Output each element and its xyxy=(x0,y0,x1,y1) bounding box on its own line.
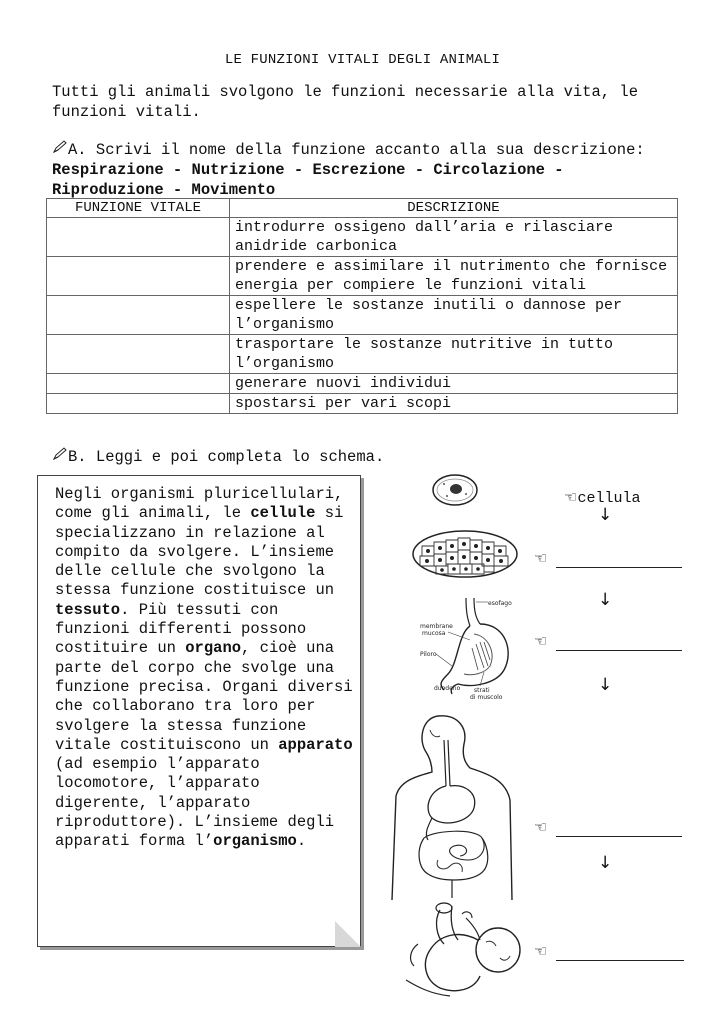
answer-cell[interactable] xyxy=(47,218,230,257)
table-row xyxy=(47,335,678,374)
baby-illustration xyxy=(400,900,526,1000)
label-muscolo: di muscolo xyxy=(470,694,503,701)
pointing-hand-icon: ☜ xyxy=(564,488,578,506)
label-piloro: Piloro xyxy=(420,651,437,658)
description-cell: spostarsi per vari scopi xyxy=(230,394,678,414)
pencil-icon xyxy=(52,447,68,466)
term-apparato: apparato xyxy=(278,735,353,754)
header-descrizione: DESCRIZIONE xyxy=(230,199,678,218)
pointing-hand-icon: ☜ xyxy=(534,818,548,836)
task-a xyxy=(52,140,672,200)
task-b xyxy=(52,447,384,466)
description-cell: introdurre ossigeno dall’aria e rilasciare anidride carbonica xyxy=(230,218,678,257)
term-cellule: cellule xyxy=(250,504,316,523)
schema-apparato-blank xyxy=(534,818,682,837)
down-arrow-icon: ↓ xyxy=(598,675,613,695)
pointing-hand-icon: ☜ xyxy=(534,942,548,960)
label-mucosa: mucosa xyxy=(422,630,446,637)
term-organo: organo xyxy=(185,639,242,658)
schema-tessuto-blank xyxy=(534,549,682,568)
term-tessuto: tessuto xyxy=(55,600,121,619)
task-a-terms: Respirazione - Nutrizione - Escrezione - Circolazione - Riproduzione - Movimento xyxy=(52,161,564,199)
label-membrane: membrane xyxy=(420,623,453,630)
info-note xyxy=(37,475,361,947)
cell-illustration xyxy=(430,472,480,508)
page-title: LE FUNZIONI VITALI DEGLI ANIMALI xyxy=(224,52,501,68)
label-duodeno: duodeno xyxy=(434,685,461,692)
table-row xyxy=(47,374,678,394)
task-b-text: B. Leggi e poi completa lo schema. xyxy=(68,448,385,466)
down-arrow-icon: ↓ xyxy=(598,590,613,610)
table-row xyxy=(47,257,678,296)
table-row xyxy=(47,218,678,257)
answer-blank[interactable] xyxy=(556,822,682,837)
answer-cell[interactable] xyxy=(47,374,230,394)
answer-cell[interactable] xyxy=(47,257,230,296)
answer-cell[interactable] xyxy=(47,394,230,414)
description-cell: prendere e assimilare il nutrimento che fornisce energia per compiere le funzioni vitali xyxy=(230,257,678,296)
label-strati: strati xyxy=(474,687,490,694)
note-text: Negli organismi pluricellulari, come gli animali, le cellule si specializzano in relazione al compito da svolgere. L’insieme delle cellule che svolgono la stessa funzione costituisce un tessuto. Più tessuti con funzioni differenti possono costituire un organo, cioè una parte del corpo che svolge una funzione precisa. Organi diversi che collaborano tra loro per svolgere la stessa funzione vitale costituiscono un apparato (ad esempio l’apparato locomotore, l’apparato digerente, l’apparato riproduttore). L’insieme degli apparati forma l’organismo. xyxy=(55,485,353,851)
answer-blank[interactable] xyxy=(556,553,682,568)
table-header-row xyxy=(47,199,678,218)
pointing-hand-icon: ☜ xyxy=(534,549,548,567)
task-a-text: A. Scrivi il nome della funzione accanto alla sua descrizione: xyxy=(68,141,645,159)
description-cell: generare nuovi individui xyxy=(230,374,678,394)
down-arrow-icon: ↓ xyxy=(598,853,613,873)
table-row xyxy=(47,394,678,414)
digestive-system-illustration xyxy=(388,710,518,902)
description-cell: espellere le sostanze inutili o dannose per l’organismo xyxy=(230,296,678,335)
label-esofago: esofago xyxy=(488,600,512,607)
description-cell: trasportare le sostanze nutritive in tutto l’organismo xyxy=(230,335,678,374)
pointing-hand-icon: ☜ xyxy=(534,632,548,650)
pencil-icon xyxy=(52,140,68,160)
page-fold xyxy=(335,921,361,947)
answer-cell[interactable] xyxy=(47,296,230,335)
answer-cell[interactable] xyxy=(47,335,230,374)
cellula-label: cellula xyxy=(577,490,641,507)
tissue-illustration xyxy=(410,528,520,580)
term-organismo: organismo xyxy=(213,832,297,851)
stomach-illustration xyxy=(418,594,526,704)
schema-organo-blank xyxy=(534,632,682,651)
functions-table xyxy=(46,198,678,414)
header-funzione: FUNZIONE VITALE xyxy=(47,199,230,218)
schema-organismo-blank xyxy=(534,942,684,961)
answer-blank[interactable] xyxy=(556,636,682,651)
intro-text: Tutti gli animali svolgono le funzioni necessarie alla vita, le funzioni vitali. xyxy=(52,83,638,121)
answer-blank[interactable] xyxy=(556,946,684,961)
down-arrow-icon: ↓ xyxy=(598,505,613,525)
table-row xyxy=(47,296,678,335)
